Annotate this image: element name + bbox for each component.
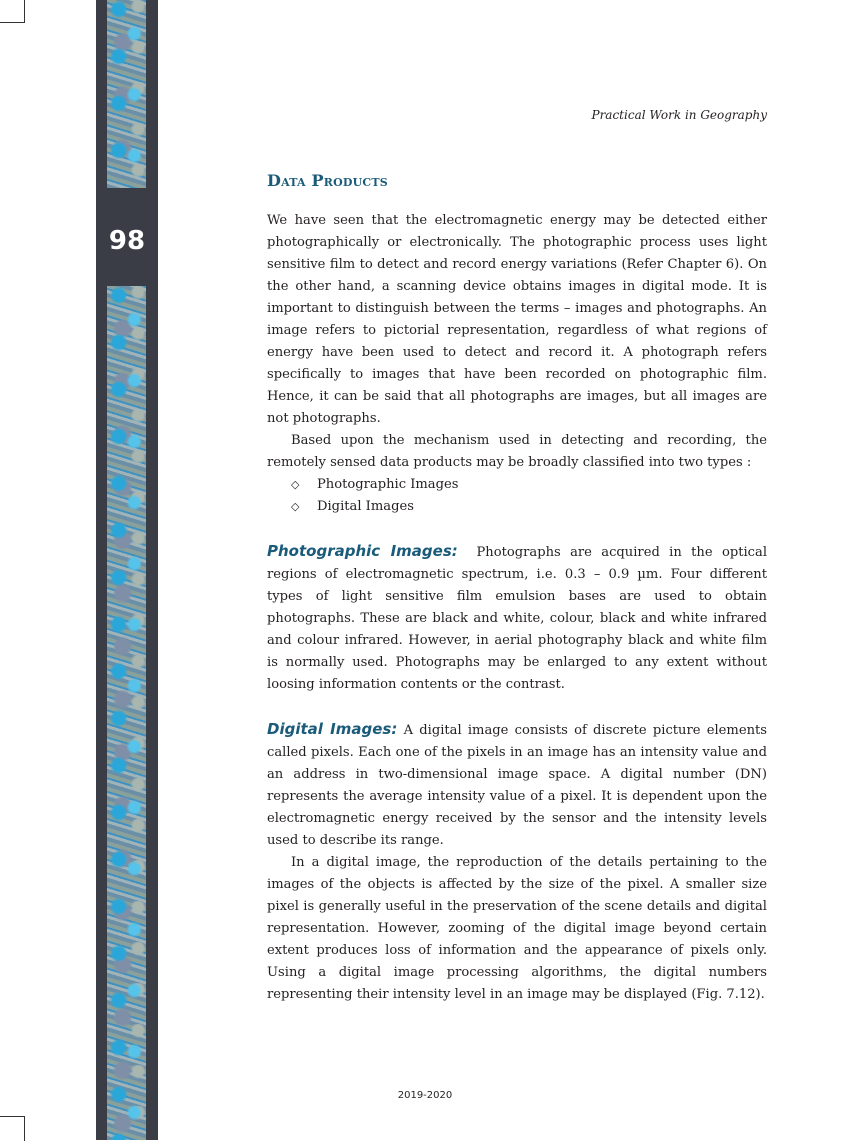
footer-year: 2019-2020 <box>397 1090 453 1101</box>
digital-images-text: A digital image consists of discrete picture elements called pixels. Each one of the pixels in an image has an intensity value and an address in two-dimensional image space. A digital number (DN) represents the average intensity value of a pixel. It is dependent upon the electromagnetic energy received by the sensor and the intensity levels used to describe its range. <box>267 723 767 848</box>
digital-images-heading: Digital Images: <box>267 720 398 738</box>
list-item <box>291 474 767 496</box>
section-title: Data Products <box>267 171 388 190</box>
running-head: Practical Work in Geography <box>591 108 767 122</box>
photographic-images-text: Photographs are acquired in the optical regions of electromagnetic spectrum, i.e. 0.3 – 0.9 µm. Four different types of light sensitive film emulsion bases are used to obtain photographs. These are black and white, colour, black and white infrared and colour infrared. However, in aerial photography black and white film is normally used. Photographs may be enlarged to any extent without loosing information contents or the contrast. <box>267 545 768 692</box>
digital-images-paragraph-2: In a digital image, the reproduction of the details pertaining to the images of the objects is affected by the size of the pixel. A smaller size pixel is generally useful in the preservation of the scene details and digital representation. However, zooming of the digital image beyond certain extent produces loss of information and the appearance of pixels only. Using a digital image processing algorithms, the digital numbers representing their intensity level in an image may be displayed (Fig. 7.12). <box>267 855 767 1002</box>
data-product-types-list <box>267 474 767 518</box>
crop-mark-top <box>0 0 25 23</box>
main-content <box>267 170 767 1006</box>
list-item-label: Photographic Images <box>317 477 459 492</box>
intro-paragraph-1: We have seen that the electromagnetic energy may be detected either photographically or electronically. The photographic process uses light sensitive film to detect and record energy variations (Refer Chapter 6). On the other hand, a scanning device obtains images in digital mode. It is important to distinguish between the terms – images and photographs. An image refers to pictorial representation, regardless of what regions of energy have been used to detect and record it. A photograph refers specifically to images that have been recorded on photographic film. Hence, it can be said that all photographs are images, but all images are not photographs. <box>267 213 767 426</box>
diamond-bullet-icon: ◇ <box>291 500 300 513</box>
page-number: 98 <box>108 226 146 256</box>
photographic-images-heading: Photographic Images: <box>267 542 458 560</box>
digital-images-paragraph <box>267 718 767 852</box>
crop-mark-bottom <box>0 1116 25 1141</box>
intro-paragraph-2: Based upon the mechanism used in detecting and recording, the remotely sensed data products may be broadly classified into two types : <box>267 433 767 470</box>
diamond-bullet-icon: ◇ <box>291 478 300 491</box>
list-item-label: Digital Images <box>317 499 414 514</box>
satellite-image-strip-top <box>107 0 146 188</box>
list-item <box>291 496 767 518</box>
satellite-image-strip-bottom <box>107 286 146 1140</box>
photographic-images-paragraph <box>267 540 767 696</box>
